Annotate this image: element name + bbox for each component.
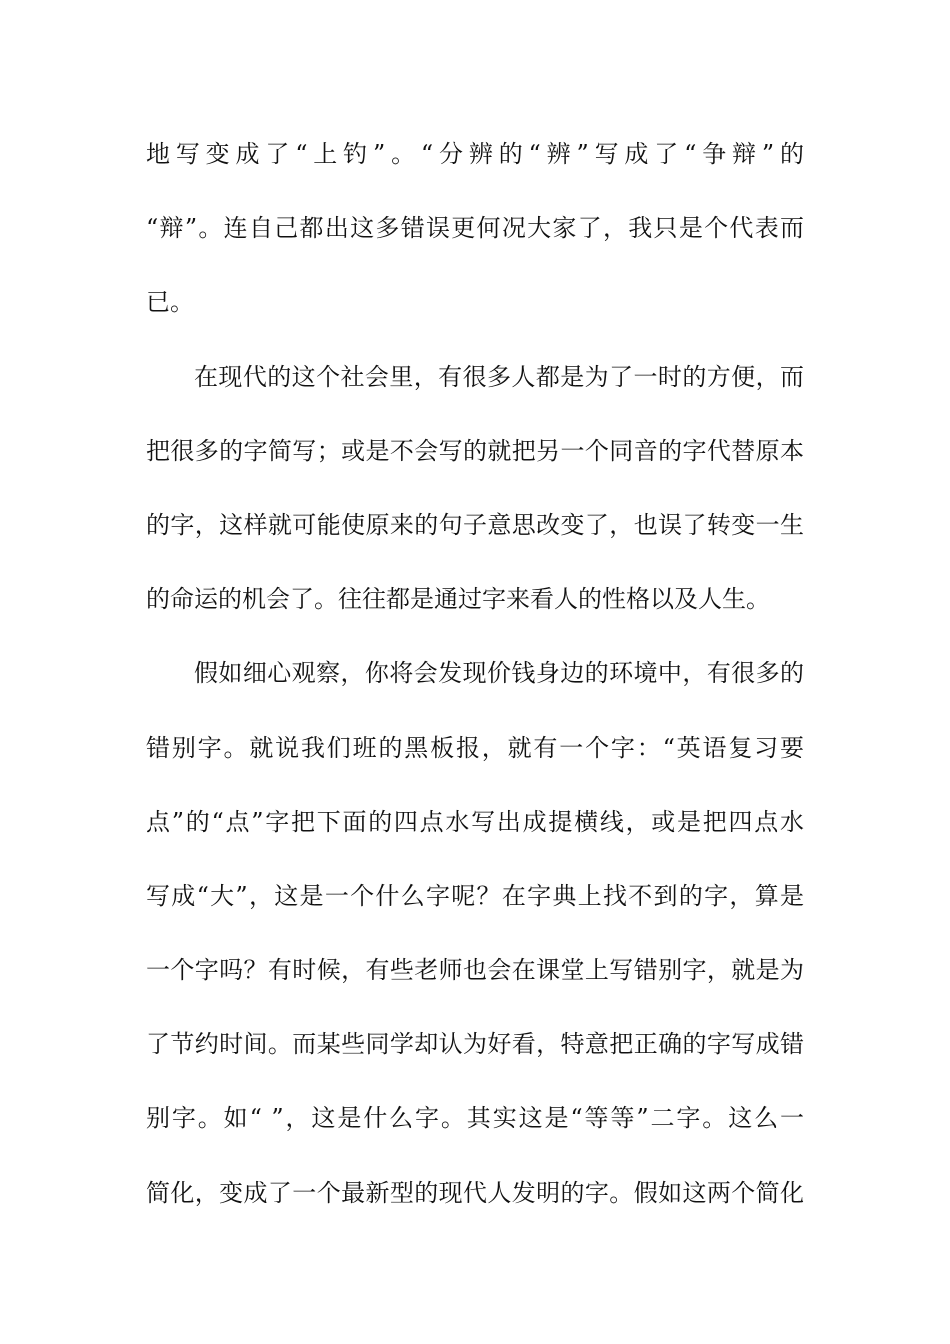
text-line: 错别字。就说我们班的黑板报，就有一个字：“英语复习要 bbox=[146, 733, 804, 762]
text-line: 地写变成了“上钓”。“分辨的“辨”写成了“争辩”的 bbox=[146, 140, 804, 168]
text-line: 写成“大”，这是一个什么字呢？在字典上找不到的字，算是 bbox=[146, 881, 804, 910]
text-line: 把很多的字简写；或是不会写的就把另一个同音的字代替原本 bbox=[146, 436, 804, 465]
text-line: 简化，变成了一个最新型的现代人发明的字。假如这两个简化 bbox=[146, 1178, 804, 1207]
text-line: “辩”。连自己都出这多错误更何况大家了，我只是个代表而 bbox=[146, 214, 804, 243]
paragraph-first-line: 在现代的这个社会里，有很多人都是为了一时的方便，而 bbox=[194, 362, 804, 391]
paragraph-first-line: 假如细心观察，你将会发现价钱身边的环境中，有很多的 bbox=[194, 659, 804, 688]
text-line: 一个字吗？有时候，有些老师也会在课堂上写错别字，就是为 bbox=[146, 956, 804, 985]
body-text bbox=[146, 128, 804, 1241]
text-line: 的字，这样就可能使原来的句子意思改变了，也误了转变一生 bbox=[146, 510, 804, 539]
text-line: 点”的“点”字把下面的四点水写出成提横线，或是把四点水 bbox=[146, 807, 804, 836]
text-line: 的命运的机会了。往往都是通过字来看人的性格以及人生。 bbox=[146, 585, 770, 614]
text-line: 别字。如“ ”，这是什么字。其实这是“等等”二字。这么一 bbox=[146, 1104, 804, 1133]
text-line: 已。 bbox=[146, 288, 194, 317]
text-line: 了节约时间。而某些同学却认为好看，特意把正确的字写成错 bbox=[146, 1030, 804, 1059]
